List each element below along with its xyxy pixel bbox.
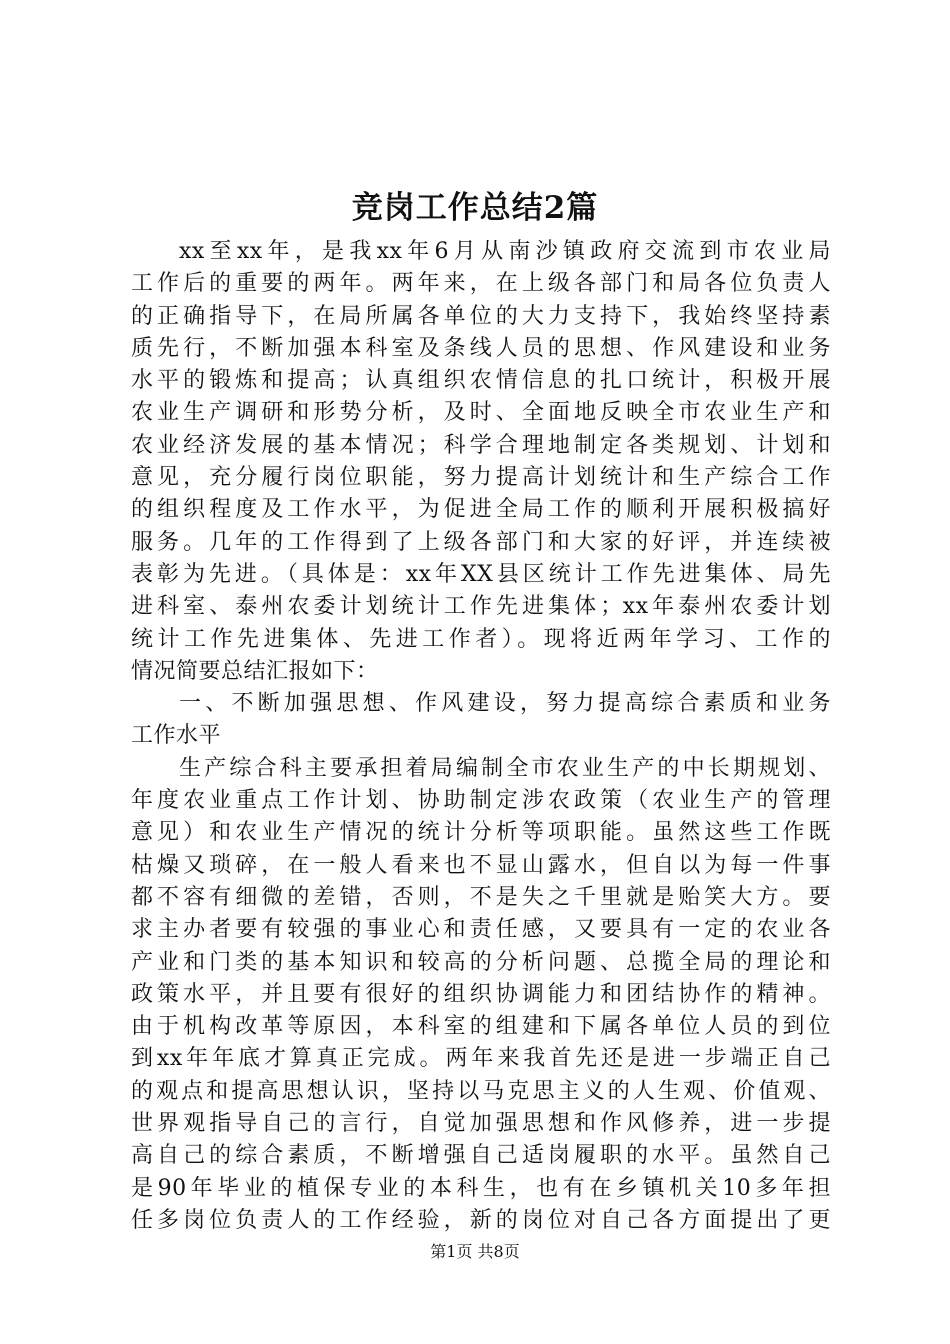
body-line: 服务。几年的工作得到了上级各部门和大家的好评，并连续被 bbox=[131, 529, 831, 555]
document-title: 竞岗工作总结2篇 bbox=[351, 190, 599, 226]
body-line: 质先行，不断加强本科室及条线人员的思想、作风建设和业务 bbox=[131, 335, 831, 361]
body-line: 农业生产调研和形势分析，及时、全面地反映全市农业生产和 bbox=[131, 400, 831, 426]
body-line: 的组织程度及工作水平，为促进全局工作的顺利开展积极搞好 bbox=[131, 497, 831, 523]
body-line: 求主办者要有较强的事业心和责任感，又要具有一定的农业各 bbox=[131, 917, 831, 943]
body-line: 水平的锻炼和提高；认真组织农情信息的扎口统计，积极开展 bbox=[131, 368, 831, 394]
body-line: 情况简要总结汇报如下： bbox=[131, 658, 379, 684]
body-line: 表彰为先进。（具体是：xx年XX县区统计工作先进集体、局先 bbox=[131, 561, 831, 587]
body-line: 年度农业重点工作计划、协助制定涉农政策（农业生产的管理 bbox=[131, 788, 831, 814]
body-line: 枯燥又琐碎，在一般人看来也不显山露水，但自以为每一件事 bbox=[131, 852, 831, 878]
body-line: 的正确指导下，在局所属各单位的大力支持下，我始终坚持素 bbox=[131, 303, 831, 329]
body-line: 意见）和农业生产情况的统计分析等项职能。虽然这些工作既 bbox=[131, 820, 831, 846]
body-line: 世界观指导自己的言行，自觉加强思想和作风修养，进一步提 bbox=[131, 1111, 831, 1137]
section-heading-line: 一、不断加强思想、作风建设，努力提高综合素质和业务 bbox=[179, 691, 831, 717]
body-line: 任多岗位负责人的工作经验，新的岗位对自己各方面提出了更 bbox=[131, 1207, 831, 1233]
body-line: 政策水平，并且要有很好的组织协调能力和团结协作的精神。 bbox=[131, 981, 831, 1007]
body-line: 产业和门类的基本知识和较高的分析问题、总揽全局的理论和 bbox=[131, 949, 831, 975]
body-line: 是90年毕业的植保专业的本科生，也有在乡镇机关10多年担 bbox=[131, 1175, 831, 1201]
body-line: 的观点和提高思想认识，坚持以马克思主义的人生观、价值观、 bbox=[131, 1078, 831, 1104]
body-line: 到xx年年底才算真正完成。两年来我首先还是进一步端正自己 bbox=[131, 1046, 831, 1072]
page-number: 第1页 共8页 bbox=[430, 1242, 520, 1261]
body-line: 进科室、泰州农委计划统计工作先进集体；xx年泰州农委计划 bbox=[131, 594, 831, 620]
page-footer bbox=[0, 1240, 950, 1264]
document-body bbox=[131, 236, 831, 1237]
body-line: 统计工作先进集体、先进工作者）。现将近两年学习、工作的 bbox=[131, 626, 831, 652]
body-line: xx至xx年，是我xx年6月从南沙镇政府交流到市农业局 bbox=[179, 239, 831, 264]
body-line: 工作后的重要的两年。两年来，在上级各部门和局各位负责人 bbox=[131, 271, 831, 297]
section-heading-line: 工作水平 bbox=[131, 723, 222, 749]
body-line: 由于机构改革等原因，本科室的组建和下属各单位人员的到位 bbox=[131, 1014, 831, 1040]
body-line: 意见，充分履行岗位职能，努力提高计划统计和生产综合工作 bbox=[131, 465, 831, 491]
body-line: 高自己的综合素质，不断增强自己适岗履职的水平。虽然自己 bbox=[131, 1143, 831, 1169]
body-line: 都不容有细微的差错，否则，不是失之千里就是贻笑大方。要 bbox=[131, 884, 831, 910]
body-line: 生产综合科主要承担着局编制全市农业生产的中长期规划、 bbox=[179, 755, 831, 781]
body-line: 农业经济发展的基本情况；科学合理地制定各类规划、计划和 bbox=[131, 432, 831, 458]
